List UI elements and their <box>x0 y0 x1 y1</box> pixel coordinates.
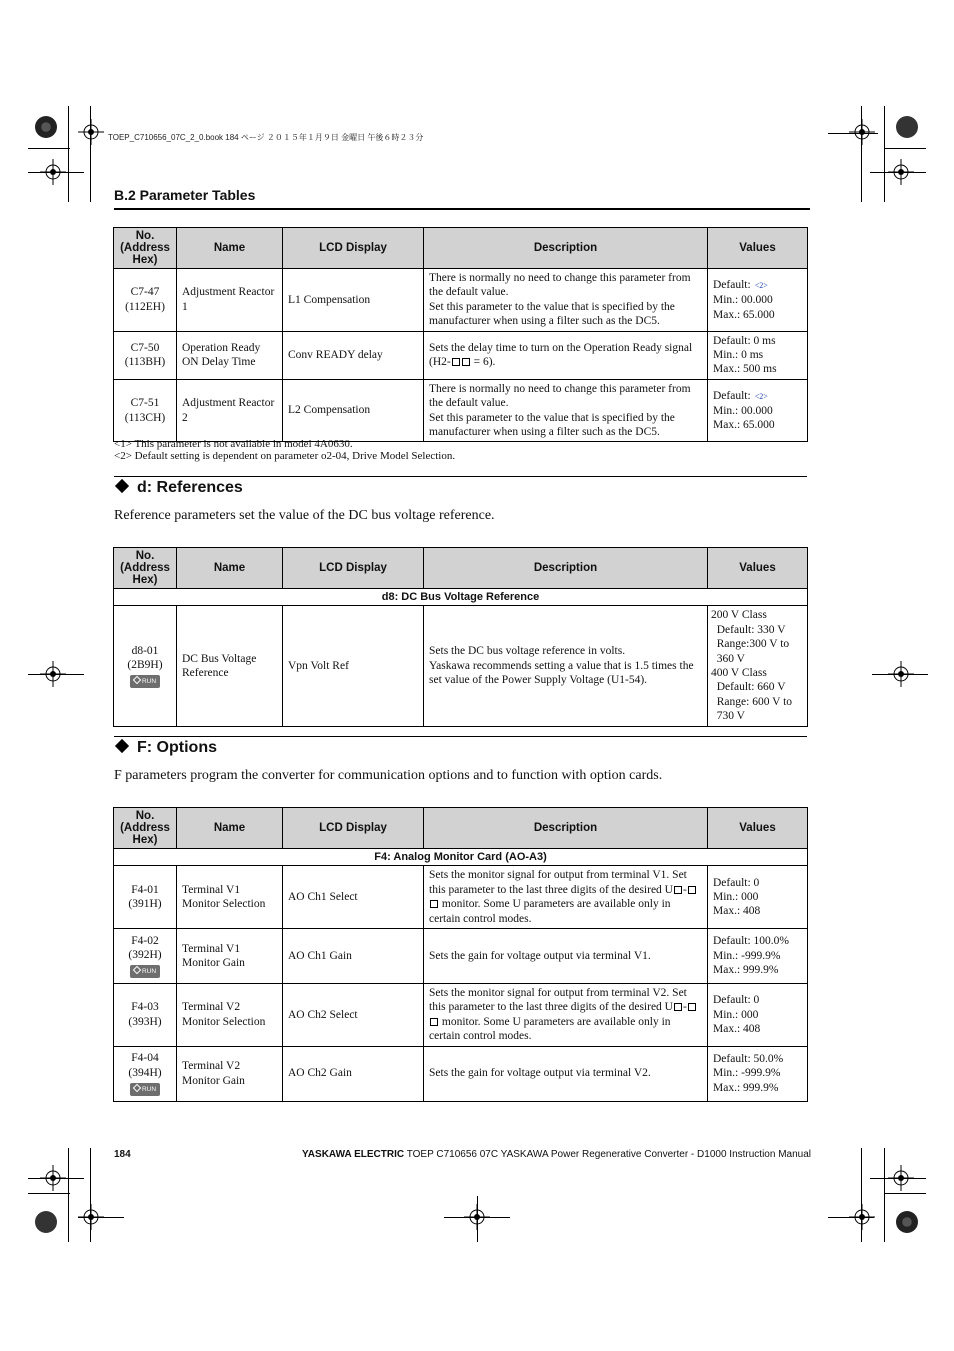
param-lcd: Conv READY delay <box>283 331 424 379</box>
registration-disk-icon <box>35 116 57 138</box>
col-header-values: Values <box>708 228 808 269</box>
crosshair-icon <box>40 159 66 185</box>
table-header-row <box>114 228 808 269</box>
param-number: F4-01 (391H) <box>114 866 177 929</box>
param-values: 200 V Class Default: 330 V Range:300 V to 360 V 400 V Class Default: 660 V Range: 600 V to 730 V <box>708 606 808 726</box>
run-badge-icon: RUN <box>130 965 160 978</box>
footnote-ref-link[interactable]: <2> <box>754 280 768 290</box>
table-row <box>114 866 808 929</box>
registration-disk-icon <box>35 1211 57 1233</box>
param-description: Sets the monitor signal for output from terminal V2. Set this parameter to the last three digits of the desired U - monitor. Some U parameters are available only in certain control modes. <box>424 984 708 1047</box>
param-name: Adjustment Reactor 2 <box>177 379 283 442</box>
footnote-ref-link[interactable]: <2> <box>754 391 768 401</box>
param-values: Default: 0 Min.: 000 Max.: 408 <box>708 984 808 1047</box>
param-values: Default: 50.0% Min.: -999.9% Max.: 999.9% <box>708 1046 808 1101</box>
param-number: F4-03 (393H) <box>114 984 177 1047</box>
parameter-table-f4 <box>113 807 808 1102</box>
subsection-title-d: d: References <box>114 479 243 497</box>
subsection-rule <box>114 736 807 737</box>
page-number: 184 <box>114 1149 131 1160</box>
subsection-title-f: F: Options <box>114 739 217 757</box>
col-header-no: No. (Address Hex) <box>114 808 177 849</box>
col-header-description: Description <box>424 548 708 589</box>
col-header-name: Name <box>177 228 283 269</box>
param-number: d8-01 (2B9H) RUN <box>114 606 177 726</box>
table-row <box>114 379 808 442</box>
crosshair-icon <box>888 1165 914 1191</box>
param-number: F4-04 (394H) RUN <box>114 1046 177 1101</box>
col-header-lcd: LCD Display <box>283 808 424 849</box>
param-name: DC Bus Voltage Reference <box>177 606 283 726</box>
param-description: Sets the monitor signal for output from terminal V1. Set this parameter to the last three digits of the desired U - monitor. Some U parameters are available only in certain control modes. <box>424 866 708 929</box>
crosshair-icon <box>78 119 104 145</box>
footnote: <1> This parameter is not available in model 4A0630. <box>114 438 353 450</box>
col-header-name: Name <box>177 548 283 589</box>
param-description: There is normally no need to change this parameter from the default value. Set this parameter to the value that is specified by the manufacturer when using a filter such as the DC5. <box>424 379 708 442</box>
param-description: Sets the delay time to turn on the Operation Ready signal (H2- = 6). <box>424 331 708 379</box>
footnote: <2> Default setting is dependent on parameter o2-04, Drive Model Selection. <box>114 450 456 462</box>
subsection-rule <box>114 476 807 477</box>
param-name: Operation Ready ON Delay Time <box>177 331 283 379</box>
param-description: Sets the gain for voltage output via terminal V2. <box>424 1046 708 1101</box>
param-number: C7-51 (113CH) <box>114 379 177 442</box>
crosshair-icon <box>40 1165 66 1191</box>
diamond-bullet-icon <box>115 479 129 493</box>
intro-paragraph: F parameters program the converter for communication options and to function with option cards. <box>114 768 663 783</box>
group-heading: F4: Analog Monitor Card (AO-A3) <box>114 849 808 866</box>
param-values: Default: <2> Min.: 00.000 Max.: 65.000 <box>708 269 808 332</box>
registration-disk-icon <box>896 1211 918 1233</box>
parameter-table-c7 <box>113 227 808 442</box>
param-lcd: L2 Compensation <box>283 379 424 442</box>
param-lcd: AO Ch2 Select <box>283 984 424 1047</box>
param-number: C7-50 (113BH) <box>114 331 177 379</box>
table-header-row <box>114 548 808 589</box>
param-values: Default: 100.0% Min.: -999.9% Max.: 999.9% <box>708 929 808 984</box>
col-header-no: No. (Address Hex) <box>114 548 177 589</box>
param-lcd: L1 Compensation <box>283 269 424 332</box>
param-values: Default: 0 ms Min.: 0 ms Max.: 500 ms <box>708 331 808 379</box>
section-rule <box>114 208 810 210</box>
run-badge-icon: RUN <box>130 1083 160 1096</box>
table-row <box>114 1046 808 1101</box>
col-header-lcd: LCD Display <box>283 228 424 269</box>
table-row <box>114 984 808 1047</box>
table-row <box>114 269 808 332</box>
param-name: Terminal V1 Monitor Selection <box>177 866 283 929</box>
param-number: C7-47 (112EH) <box>114 269 177 332</box>
param-lcd: AO Ch1 Select <box>283 866 424 929</box>
parameter-table-d8 <box>113 547 808 727</box>
run-badge-icon: RUN <box>130 675 160 688</box>
diamond-bullet-icon <box>115 739 129 753</box>
param-values: Default: 0 Min.: 000 Max.: 408 <box>708 866 808 929</box>
table-header-row <box>114 808 808 849</box>
footer-manual-title: YASKAWA ELECTRIC TOEP C710656 07C YASKAWA Power Regenerative Converter - D1000 Instruction Manual <box>302 1149 811 1160</box>
placeholder-box-icon <box>462 358 470 366</box>
col-header-description: Description <box>424 228 708 269</box>
param-description: Sets the DC bus voltage reference in volts. Yaskawa recommends setting a value that is 1.5 times the set value of the Power Supply Voltage (U1-54). <box>424 606 708 726</box>
placeholder-box-icon <box>452 358 460 366</box>
table-row <box>114 331 808 379</box>
table-row <box>114 606 808 726</box>
section-heading: B.2 Parameter Tables <box>114 187 256 203</box>
group-heading: d8: DC Bus Voltage Reference <box>114 589 808 606</box>
crosshair-icon <box>849 119 875 145</box>
param-lcd: AO Ch2 Gain <box>283 1046 424 1101</box>
param-name: Adjustment Reactor 1 <box>177 269 283 332</box>
crosshair-icon <box>849 1204 875 1230</box>
param-name: Terminal V2 Monitor Selection <box>177 984 283 1047</box>
intro-paragraph: Reference parameters set the value of the DC bus voltage reference. <box>114 508 495 523</box>
param-values: Default: <2> Min.: 00.000 Max.: 65.000 <box>708 379 808 442</box>
col-header-values: Values <box>708 808 808 849</box>
col-header-values: Values <box>708 548 808 589</box>
col-header-no: No. (Address Hex) <box>114 228 177 269</box>
col-header-description: Description <box>424 808 708 849</box>
param-description: There is normally no need to change this parameter from the default value. Set this parameter to the value that is specified by the manufacturer when using a filter such as the DC5. <box>424 269 708 332</box>
param-lcd: Vpn Volt Ref <box>283 606 424 726</box>
print-header: TOEP_C710656_07C_2_0.book 184 ページ ２０１５年１月９日 金曜日 午後６時２３分 <box>108 133 424 142</box>
registration-disk-icon <box>896 116 918 138</box>
col-header-lcd: LCD Display <box>283 548 424 589</box>
param-lcd: AO Ch1 Gain <box>283 929 424 984</box>
param-number: F4-02 (392H) RUN <box>114 929 177 984</box>
crosshair-icon <box>888 159 914 185</box>
crosshair-icon <box>78 1204 104 1230</box>
param-description: Sets the gain for voltage output via terminal V1. <box>424 929 708 984</box>
param-name: Terminal V1 Monitor Gain <box>177 929 283 984</box>
table-row <box>114 929 808 984</box>
col-header-name: Name <box>177 808 283 849</box>
param-name: Terminal V2 Monitor Gain <box>177 1046 283 1101</box>
